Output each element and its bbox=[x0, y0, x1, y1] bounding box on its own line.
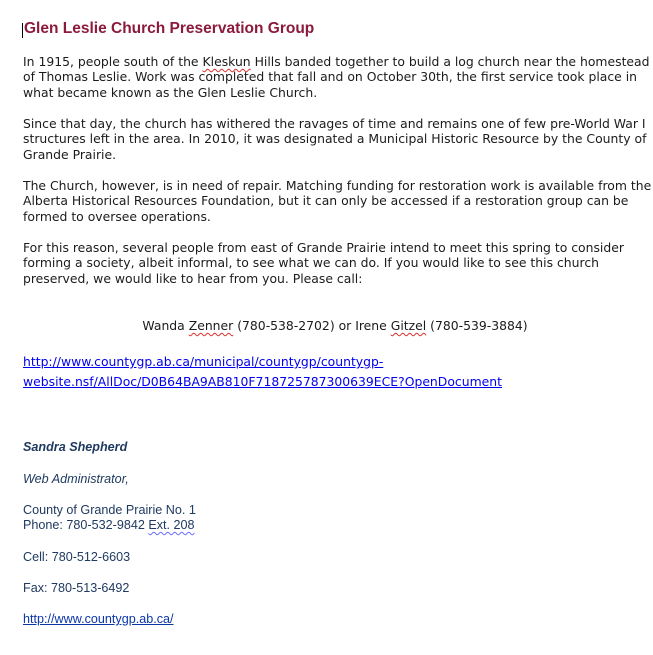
paragraph-text: structures left in the area. In 2010, it was designated a Municipal Historic Resource by the County of bbox=[23, 131, 647, 147]
paragraph-text: For this reason, several people from east of Grande Prairie intend to meet this spring to consider bbox=[23, 240, 624, 255]
signature-org-block bbox=[23, 503, 196, 533]
signature-website-link[interactable]: http://www.countygp.ab.ca/ bbox=[23, 612, 174, 626]
contact-text-3: (780-539-3884) bbox=[426, 318, 528, 333]
paragraph-text: of Thomas Leslie. Work was completed that fall and on October 30th, the first service took place in bbox=[23, 69, 638, 85]
signature-fax: Fax: 780-513-6492 bbox=[23, 581, 130, 595]
body-paragraph bbox=[23, 54, 650, 100]
county-url-line-1[interactable]: http://www.countygp.ab.ca/municipal/countygp/countygp- bbox=[23, 354, 384, 369]
paragraph-text: Alberta Historical Resources Foundation, but it can only be accessed if a restoration group can be bbox=[23, 193, 629, 209]
paragraph-text: formed to oversee operations. bbox=[23, 208, 211, 224]
paragraph-text: In 1915, people south of the bbox=[23, 54, 203, 69]
body-paragraph bbox=[23, 116, 646, 162]
signature-name: Sandra Shepherd bbox=[23, 440, 128, 454]
paragraph-text: Hills banded together to build a log church near the homestead bbox=[250, 54, 650, 69]
signature-org: County of Grande Prairie No. 1 bbox=[23, 503, 196, 517]
paragraph-text: what became known as the Glen Leslie Church. bbox=[23, 84, 318, 100]
signature-phone-ext: Ext. 208 bbox=[148, 518, 195, 532]
misspelled-word: Kleskun bbox=[202, 54, 251, 69]
signature-role: Web Administrator, bbox=[23, 472, 129, 486]
signature-phone: Phone: 780-532-9842 bbox=[23, 518, 149, 532]
paragraph-text: Since that day, the church has withered the ravages of time and remains one of few pre-World War I bbox=[23, 116, 646, 131]
signature-website[interactable] bbox=[23, 612, 174, 626]
body-paragraph bbox=[23, 240, 624, 286]
county-url-line-2[interactable]: website.nsf/AllDoc/D0B64BA9AB810F718725787300639ECE?OpenDocument bbox=[23, 374, 502, 389]
contact-text-1: Wanda bbox=[142, 318, 189, 333]
signature-cell: Cell: 780-512-6603 bbox=[23, 550, 131, 564]
body-paragraph bbox=[23, 178, 651, 224]
contact-name-gitzel: Gitzel bbox=[390, 318, 427, 333]
contact-text-2: (780-538-2702) or Irene bbox=[233, 318, 391, 333]
contact-line bbox=[23, 318, 647, 333]
contact-name-zenner: Zenner bbox=[188, 318, 234, 333]
paragraph-text: The Church, however, is in need of repair. Matching funding for restoration work is available from the bbox=[23, 178, 652, 193]
paragraph-text: Grande Prairie. bbox=[23, 146, 117, 162]
county-url-link[interactable] bbox=[23, 352, 502, 392]
document-title: Glen Leslie Church Preservation Group bbox=[24, 20, 315, 37]
paragraph-text: forming a society, albeit informal, to see what we can do. If you would like to see this church bbox=[23, 255, 599, 271]
paragraph-text: preserved, we would like to hear from you. Please call: bbox=[23, 270, 363, 286]
text-cursor bbox=[22, 23, 23, 38]
